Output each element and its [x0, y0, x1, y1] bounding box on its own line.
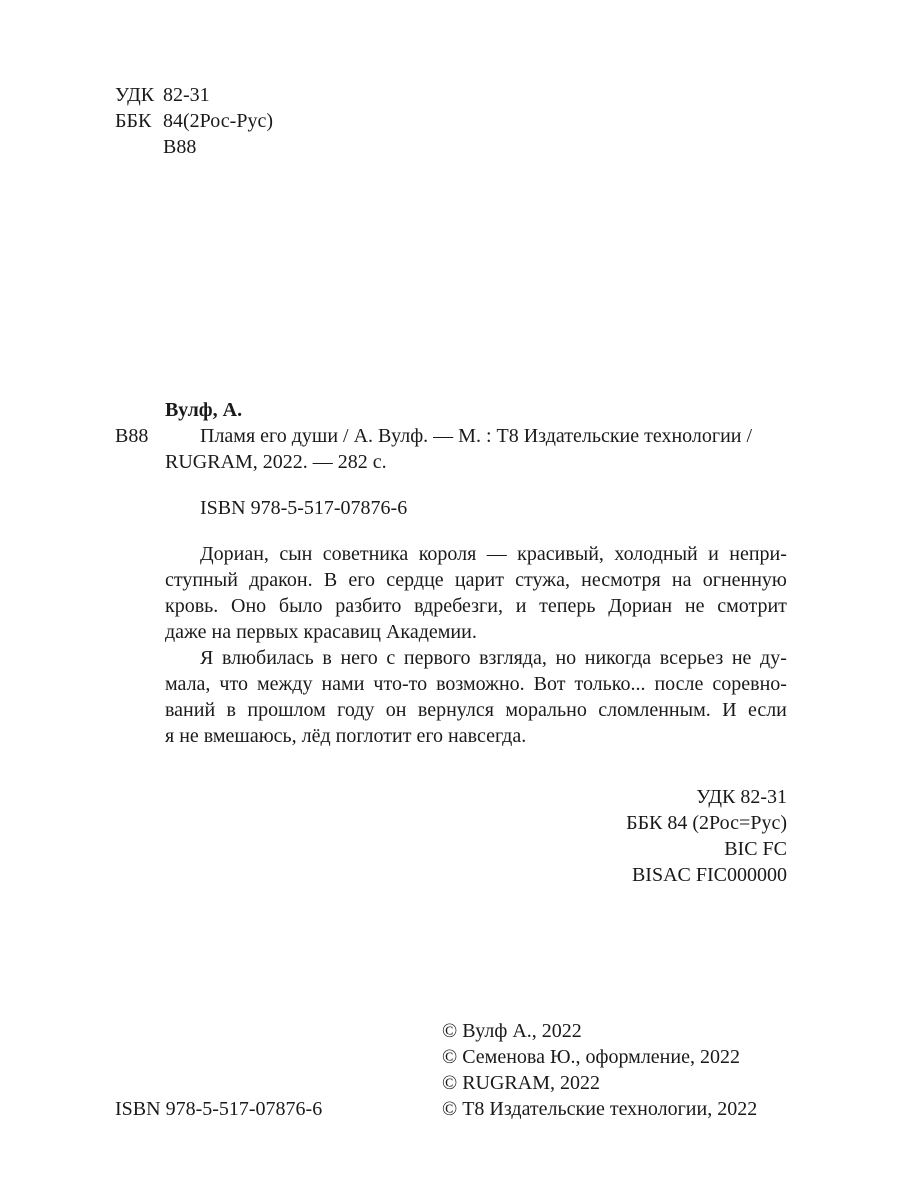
classification-key	[115, 134, 163, 160]
bibliographic-description-line-1: Пламя его души / А. Вулф. — М. : Т8 Издательские технологии /	[200, 425, 753, 447]
annotation-word: смотрит	[717, 595, 787, 617]
annotation-word: Оно	[231, 595, 267, 617]
classification-row-bbk	[115, 108, 273, 134]
annotation-word: огненную	[702, 569, 787, 591]
annotation-word: в	[226, 699, 236, 721]
classification-key: УДК	[115, 84, 155, 106]
copyright-author: © Вулф А., 2022	[442, 1020, 582, 1042]
annotation-word: никогда	[584, 647, 652, 669]
annotation-word: сердце	[386, 569, 444, 591]
classification-block-top	[115, 82, 273, 160]
annotation-word: и	[515, 595, 527, 617]
annotation-word: Я	[200, 647, 214, 669]
annotation-word: красивый,	[517, 543, 604, 565]
annotation-word: дракон.	[249, 569, 313, 591]
annotation-word: прошлом	[247, 699, 326, 721]
annotation-word: и	[708, 543, 719, 565]
annotation-word: он	[385, 699, 407, 721]
annotation-word: не	[731, 647, 752, 669]
annotation-word: ступный	[165, 569, 238, 591]
annotation-word: было	[278, 595, 323, 617]
annotation-word: теперь	[539, 595, 596, 617]
annotation-line	[165, 567, 787, 593]
annotation	[165, 541, 787, 749]
code-bisac: BISAC FIC000000	[631, 864, 787, 886]
classification-value: В88	[163, 136, 197, 158]
annotation-word: разбито	[335, 595, 402, 617]
annotation-word: сын	[279, 543, 313, 565]
annotation-word: Дориан,	[200, 543, 269, 565]
classification-row-author-mark	[115, 134, 273, 160]
annotation-word: —	[486, 543, 507, 565]
annotation-word: царит	[454, 569, 504, 591]
bibliographic-description-line-2: RUGRAM, 2022. — 282 с.	[165, 451, 387, 473]
annotation-line: я не вмешаюсь, лёд поглотит его навсегда.	[165, 725, 527, 747]
annotation-word: ваний	[165, 699, 216, 721]
classification-value: 82-31	[163, 84, 210, 106]
code-bbk: ББК 84 (2Рос=Рус)	[626, 812, 787, 834]
annotation-word: холодный	[614, 543, 698, 565]
annotation-word: непри-	[729, 543, 787, 565]
annotation-word: Вот	[533, 673, 566, 695]
code-udk: УДК 82-31	[696, 786, 787, 808]
annotation-word: но	[555, 647, 577, 669]
annotation-word: советника	[322, 543, 409, 565]
classification-codes	[626, 784, 787, 888]
annotation-word: вдребезги,	[414, 595, 503, 617]
annotation-word: если	[747, 699, 787, 721]
isbn-bottom: ISBN 978-5-517-07876-6	[115, 1098, 323, 1120]
annotation-word: году	[337, 699, 375, 721]
annotation-word: в	[322, 647, 332, 669]
classification-row-udk	[115, 82, 273, 108]
annotation-word: всерьез	[659, 647, 724, 669]
copyright-notices	[442, 1018, 757, 1122]
annotation-word: не	[684, 595, 705, 617]
annotation-word: мала,	[165, 673, 211, 695]
annotation-word: после	[654, 673, 704, 695]
annotation-word: взгляда,	[479, 647, 547, 669]
annotation-line	[165, 541, 787, 567]
annotation-word: только...	[574, 673, 646, 695]
copyright-rugram: © RUGRAM, 2022	[442, 1072, 600, 1094]
annotation-word: него	[340, 647, 378, 669]
annotation-word: что	[219, 673, 248, 695]
annotation-word: стужа,	[515, 569, 570, 591]
annotation-word: что-то	[373, 673, 428, 695]
annotation-word: влюбилась	[221, 647, 314, 669]
author-mark: В88	[115, 425, 149, 447]
annotation-word: сломленным.	[598, 699, 711, 721]
annotation-word: несмотря	[581, 569, 661, 591]
annotation-word: соревно-	[712, 673, 787, 695]
annotation-line	[165, 593, 787, 619]
classification-value: 84(2Рос-Рус)	[163, 110, 273, 132]
annotation-word: вернулся	[417, 699, 494, 721]
classification-key: ББК	[115, 110, 152, 132]
annotation-word: первого	[403, 647, 471, 669]
annotation-line	[165, 671, 787, 697]
copyright-design: © Семенова Ю., оформление, 2022	[442, 1046, 740, 1068]
annotation-word: В	[323, 569, 338, 591]
annotation-word: Дориан	[608, 595, 673, 617]
annotation-word: И	[722, 699, 737, 721]
annotation-word: нами	[321, 673, 365, 695]
copyright-t8: © Т8 Издательские технологии, 2022	[442, 1098, 758, 1120]
annotation-line	[165, 697, 787, 723]
annotation-word: возможно.	[436, 673, 525, 695]
annotation-word: между	[256, 673, 313, 695]
code-bic: BIC FC	[724, 838, 787, 860]
annotation-word: ду-	[760, 647, 787, 669]
annotation-word: его	[348, 569, 375, 591]
annotation-line	[165, 645, 787, 671]
annotation-word: кровь.	[165, 595, 219, 617]
annotation-line: даже на первых красавиц Академии.	[165, 621, 477, 643]
author-heading: Вулф, А.	[165, 399, 243, 421]
isbn-entry: ISBN 978-5-517-07876-6	[200, 497, 408, 519]
annotation-word: морально	[505, 699, 587, 721]
annotation-word: на	[671, 569, 692, 591]
annotation-word: короля	[418, 543, 477, 565]
annotation-word: с	[386, 647, 396, 669]
